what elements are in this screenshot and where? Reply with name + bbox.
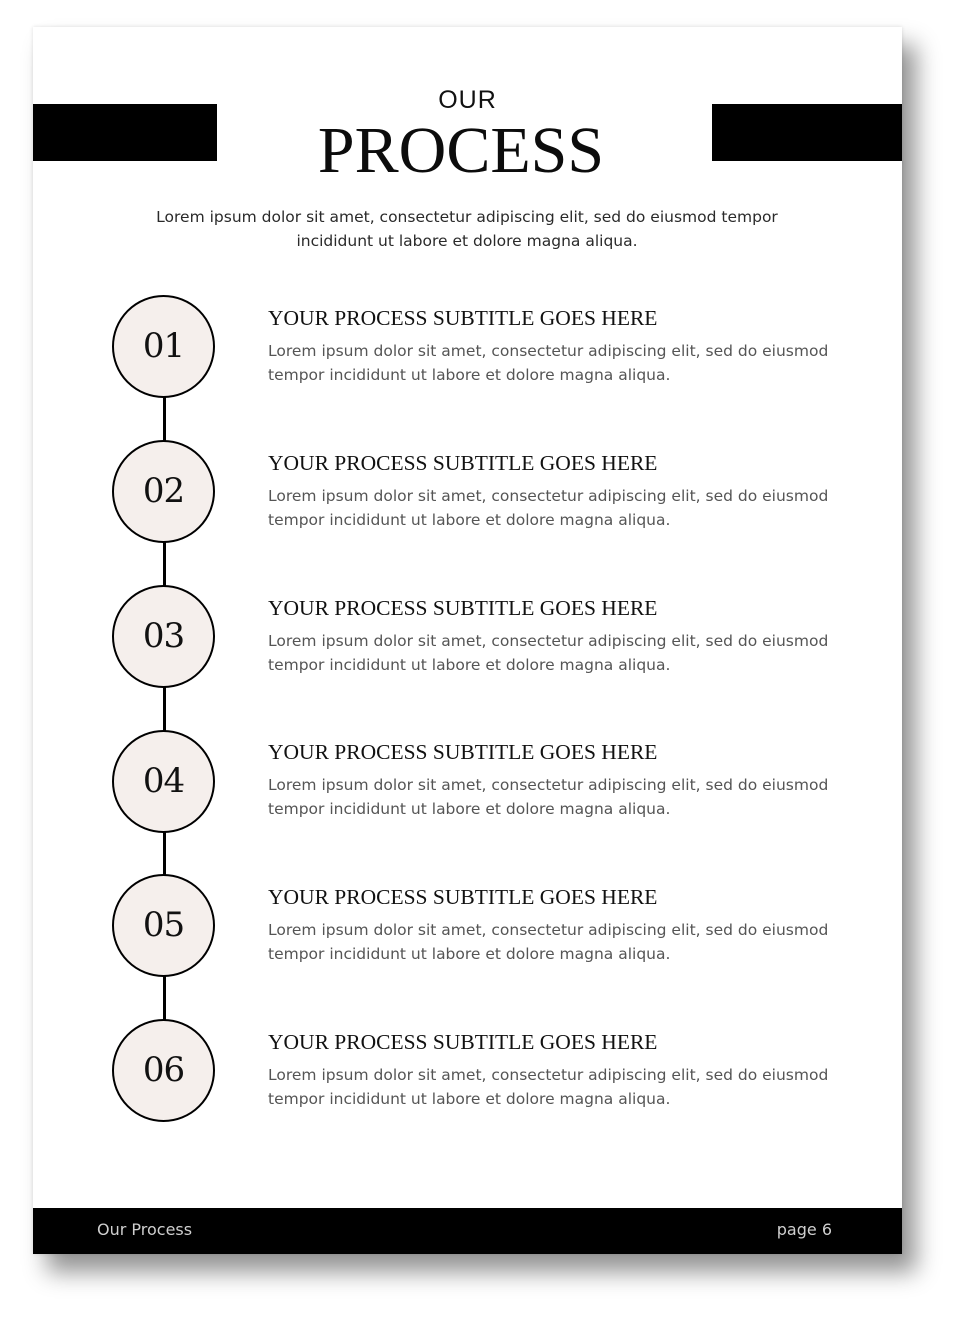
step-number: 06	[142, 1049, 185, 1090]
page-intro: Lorem ipsum dolor sit amet, consectetur adipiscing elit, sed do eiusmod tempor incididunt ut labore et dolore magna aliqua.	[156, 208, 778, 250]
step-item-03	[268, 595, 868, 677]
footer-section-label: Our Process	[97, 1220, 193, 1239]
step-circle-04	[112, 730, 215, 833]
step-body: Lorem ipsum dolor sit amet, consectetur adipiscing elit, sed do eiusmod tempor incididunt ut labore et dolore magna aliqua.	[268, 632, 829, 674]
step-item-02	[268, 450, 868, 532]
step-body: Lorem ipsum dolor sit amet, consectetur adipiscing elit, sed do eiusmod tempor incididunt ut labore et dolore magna aliqua.	[268, 487, 829, 529]
step-number: 04	[142, 760, 185, 801]
step-title: YOUR PROCESS SUBTITLE GOES HERE	[268, 1030, 658, 1054]
step-circle-06	[112, 1019, 215, 1122]
step-title: YOUR PROCESS SUBTITLE GOES HERE	[268, 885, 658, 909]
step-item-06	[268, 1029, 868, 1111]
step-title: YOUR PROCESS SUBTITLE GOES HERE	[268, 596, 658, 620]
step-circle-03	[112, 585, 215, 688]
step-circle-05	[112, 874, 215, 977]
step-circle-01	[112, 295, 215, 398]
step-item-05	[268, 884, 868, 966]
step-circle-02	[112, 440, 215, 543]
step-number: 05	[142, 904, 185, 945]
page-kicker: OUR	[438, 86, 497, 114]
step-title: YOUR PROCESS SUBTITLE GOES HERE	[268, 740, 658, 764]
step-body: Lorem ipsum dolor sit amet, consectetur adipiscing elit, sed do eiusmod tempor incididunt ut labore et dolore magna aliqua.	[268, 921, 829, 963]
page-footer	[33, 1208, 902, 1254]
step-item-04	[268, 739, 868, 821]
step-number: 03	[142, 615, 185, 656]
step-title: YOUR PROCESS SUBTITLE GOES HERE	[268, 306, 658, 330]
step-item-01	[268, 305, 868, 387]
document-page	[33, 27, 902, 1254]
page-title: PROCESS	[317, 114, 605, 187]
step-number: 01	[142, 325, 185, 366]
step-body: Lorem ipsum dolor sit amet, consectetur adipiscing elit, sed do eiusmod tempor incididunt ut labore et dolore magna aliqua.	[268, 1066, 829, 1108]
step-body: Lorem ipsum dolor sit amet, consectetur adipiscing elit, sed do eiusmod tempor incididunt ut labore et dolore magna aliqua.	[268, 342, 829, 384]
step-number: 02	[142, 470, 185, 511]
step-title: YOUR PROCESS SUBTITLE GOES HERE	[268, 451, 658, 475]
step-body: Lorem ipsum dolor sit amet, consectetur adipiscing elit, sed do eiusmod tempor incididunt ut labore et dolore magna aliqua.	[268, 776, 829, 818]
footer-page-number: page 6	[776, 1220, 832, 1239]
